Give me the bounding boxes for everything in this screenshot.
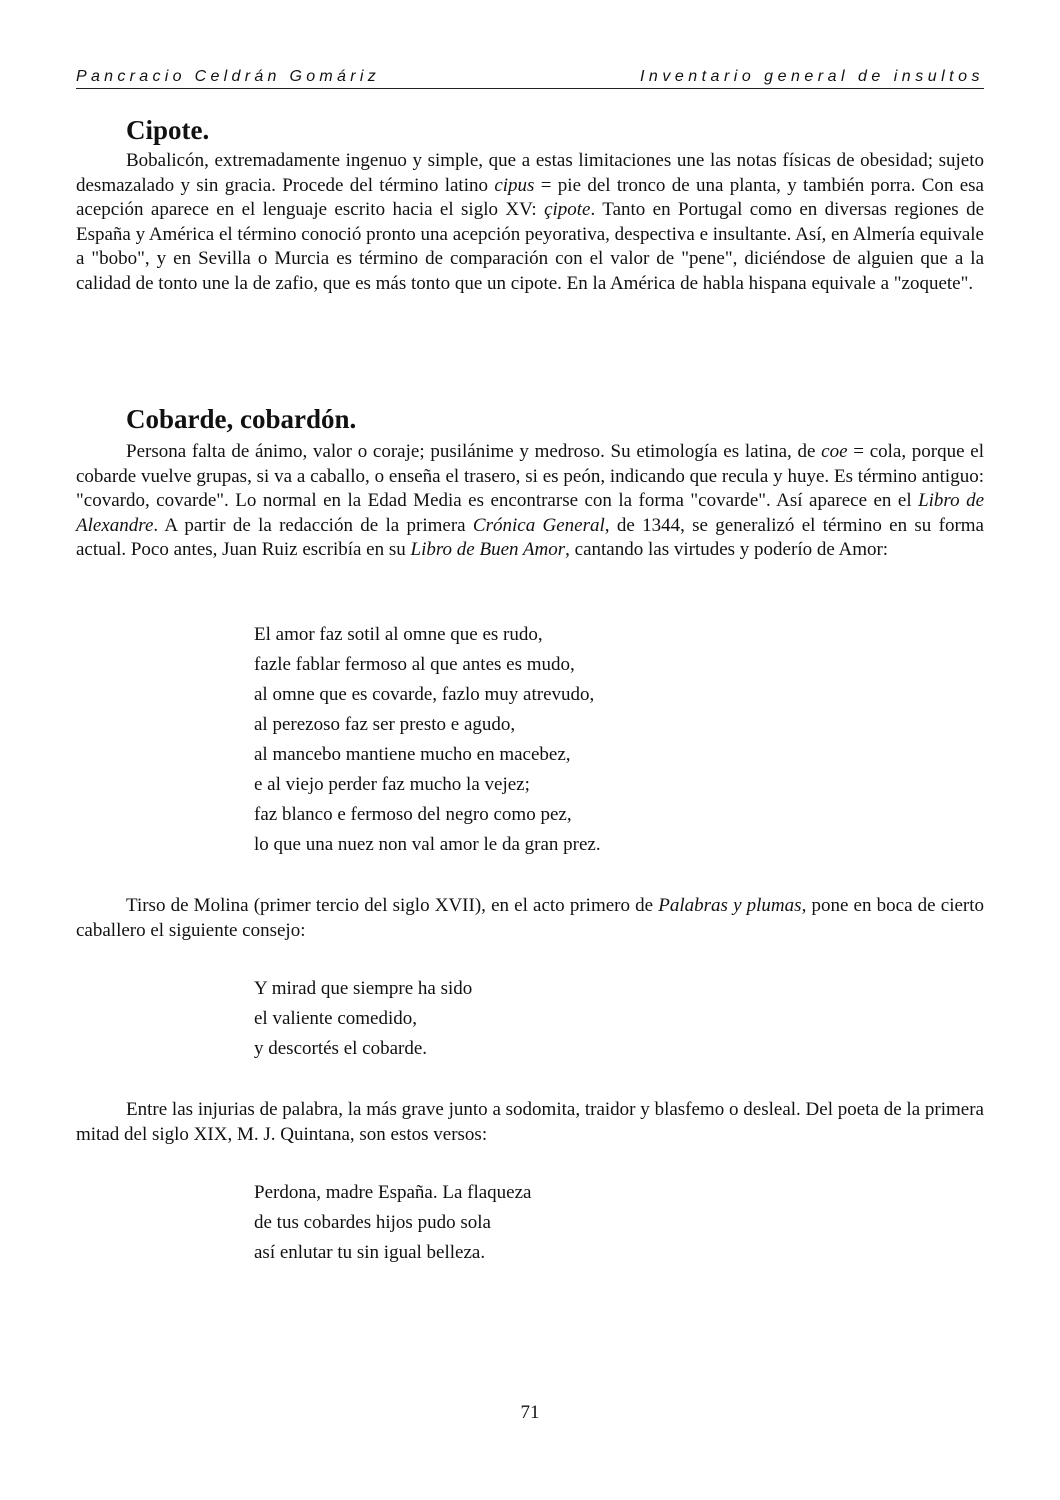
quintana-paragraph: Entre las injurias de palabra, la más grave junto a sodomita, traidor y blasfemo o desleal. Del poeta de la primera mitad del siglo XIX, M. J. Quintana, son estos versos:	[76, 1099, 984, 1145]
cobarde-definition	[76, 440, 984, 563]
text-run: , pone en boca de cierto caballero el siguiente consejo:	[76, 895, 985, 941]
verse-line: Y mirad que siempre ha sido	[254, 978, 473, 999]
text-run: = pie del tronco de una planta, y también porra. Con esa acepción aparece en el lenguaje escrito hacia el siglo XV:	[76, 174, 984, 221]
verse-line: al mancebo mantiene mucho en macebez,	[254, 744, 571, 765]
verse-line: lo que una nuez non val amor le da gran prez.	[254, 834, 601, 855]
verse-line: de tus cobardes hijos pudo sola	[254, 1212, 491, 1233]
text-run: Bobalicón, extremadamente ingenuo y simple, que a estas limitaciones une las notas físicas de obesidad; sujeto desmazalado y sin gracia. Procede del término latino	[76, 150, 984, 196]
verse-line: El amor faz sotil al omne que es rudo,	[254, 624, 543, 645]
verse-line: al omne que es covarde, fazlo muy atrevudo,	[254, 684, 595, 705]
page-number: 71	[520, 1402, 540, 1423]
old-spelling: çipote	[544, 199, 591, 221]
text-run: = cola, porque el cobarde vuelve grupas, si va a caballo, o enseña el trasero, si es peón, indicando que recula y huye. Es término antiguo: "covardo, covarde". Lo normal en la Edad Media es encontrarse con la forma "covarde". Así aparece en el	[76, 441, 984, 512]
verse-line: y descortés el cobarde.	[254, 1038, 428, 1059]
verse-line: fazle fablar fermoso al que antes es mudo,	[254, 654, 575, 675]
entry-title-cobarde: Cobarde, cobardón.	[126, 404, 357, 434]
text-run: Tirso de Molina (primer tercio del siglo XVII), en el acto primero de	[126, 895, 659, 916]
latin-term: coe	[821, 441, 848, 462]
verse-quote-tirso	[254, 974, 472, 1064]
work-title: Libro de Alexandre	[76, 490, 985, 536]
text-run: Persona falta de ánimo, valor o coraje; pusilánime y medroso. Su etimología es latina, de	[126, 441, 822, 462]
latin-term: cipus	[494, 174, 535, 196]
verse-quote-quintana	[254, 1178, 531, 1268]
verse-line: faz blanco e fermoso del negro como pez,	[254, 804, 572, 825]
work-title: Palabras y plumas	[658, 895, 802, 916]
header-book-title: Inventario general de insultos	[639, 68, 984, 85]
tirso-paragraph	[76, 894, 984, 943]
verse-line: el valiente comedido,	[254, 1008, 418, 1029]
text-run: . A partir de la redacción de la primera	[153, 514, 473, 536]
text-run: , cantando las virtudes y poderío de Amor:	[565, 539, 889, 561]
work-title: Crónica General	[472, 514, 605, 536]
verse-line: e al viejo perder faz mucho la vejez;	[254, 774, 530, 795]
verse-line: Perdona, madre España. La flaqueza	[254, 1182, 532, 1203]
cipote-definition	[76, 149, 984, 297]
text-run: . Tanto en Portugal como en diversas regiones de España y América el término conoció pronto una acepción peyorativa, despectiva e insultante. Así, en Almería equivale a "bobo", y en Sevilla o Murcia es término de comparación con el valor de "pene", diciéndose de alguien que a la calidad de tonto une la de zafio, que es más tonto que un cipote. En la América de habla hispana equivale a "zoquete".	[76, 199, 984, 294]
work-title: Libro de Buen Amor	[410, 539, 566, 561]
entry-title-cipote: Cipote.	[126, 115, 210, 145]
header-author: Pancracio Celdrán Gomáriz	[76, 68, 381, 85]
verse-line: al perezoso faz ser presto e agudo,	[254, 714, 516, 735]
text-run: , de 1344, se generalizó el término en su forma actual. Poco antes, Juan Ruiz escribía en su	[76, 514, 984, 561]
verse-line: así enlutar tu sin igual belleza.	[254, 1242, 486, 1263]
running-header	[76, 66, 984, 89]
verse-quote-libro-buen-amor	[254, 620, 601, 860]
